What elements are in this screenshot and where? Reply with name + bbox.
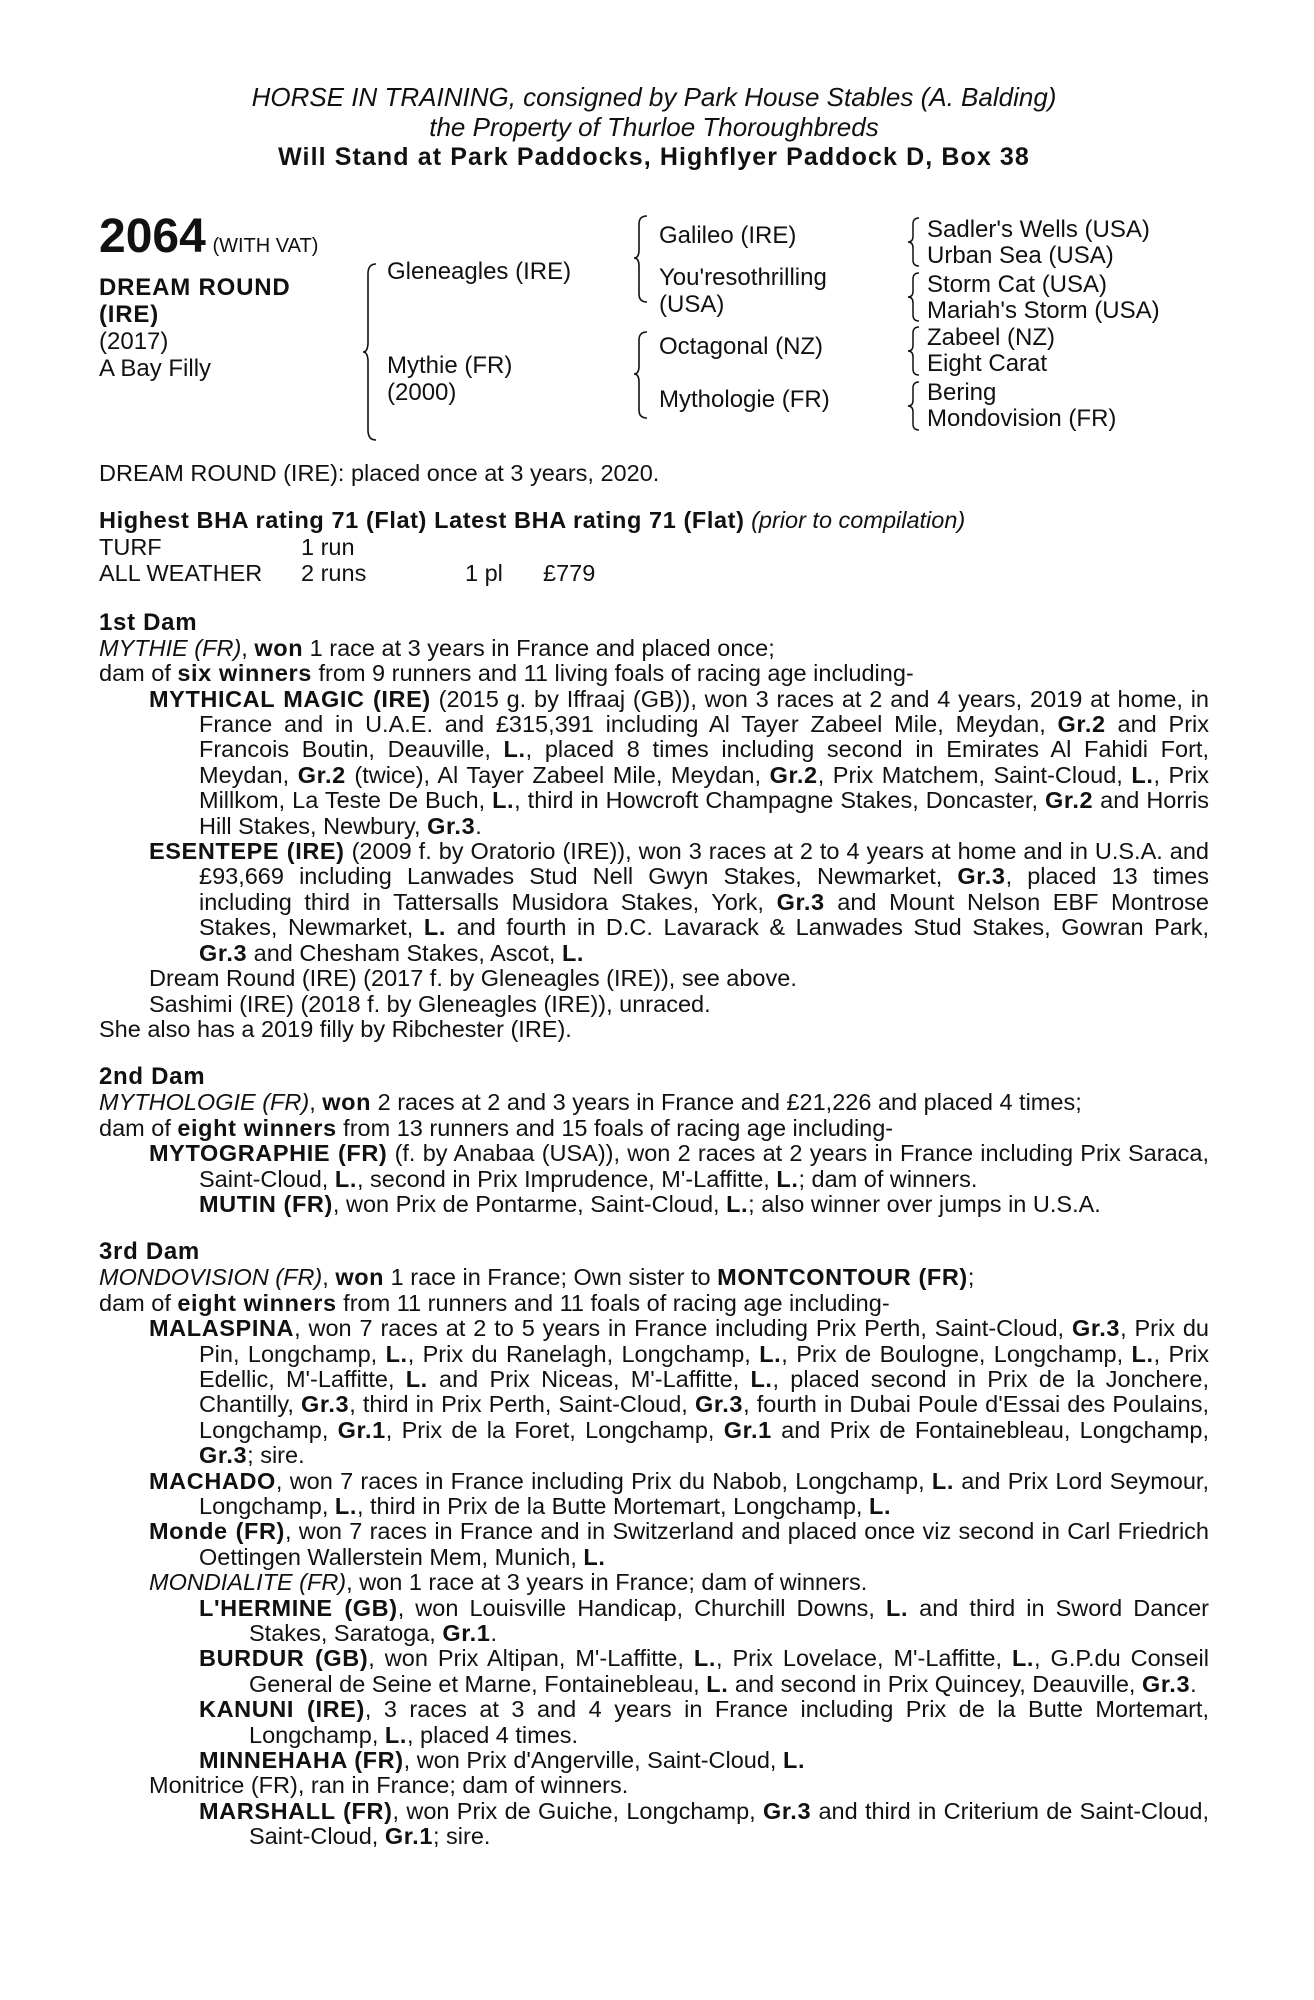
sire-dam-sire: Storm Cat (USA) bbox=[927, 271, 1108, 298]
third-dam-produce-summary: dam of eight winners from 11 runners and 11 foals of racing age including- bbox=[99, 1289, 890, 1316]
sire-sire-dam: Urban Sea (USA) bbox=[927, 242, 1114, 269]
produce-entry: BURDUR (GB), won Prix Altipan, M'-Laffitte, L., Prix Lovelace, M'-Laffitte, L., G.P.du Conseil General de Seine et Marne, Fontainebleau, L. and second in Prix Quincey, Deauville, Gr.3. bbox=[199, 1645, 1209, 1697]
produce-entry: MUTIN (FR), won Prix de Pontarme, Saint-Cloud, L.; also winner over jumps in U.S.A. bbox=[199, 1190, 1101, 1217]
produce-entry: L'HERMINE (GB), won Louisville Handicap, Churchill Downs, L. and third in Sword Dancer Stakes, Saratoga, Gr.1. bbox=[199, 1594, 1210, 1647]
third-dam-heading: 3rd Dam bbox=[99, 1238, 200, 1266]
first-dam-produce-summary: dam of six winners from 9 runners and 11 living foals of racing age including- bbox=[99, 660, 914, 687]
produce-entry: MACHADO, won 7 races in France including Prix du Nabob, Longchamp, L. and Prix Lord Seymour, Longchamp, L., third in Prix de la Butte Mortemart, Longchamp, L. bbox=[149, 1467, 1209, 1519]
stabling-line: Will Stand at Park Paddocks, Highflyer Paddock D, Box 38 bbox=[278, 143, 1030, 171]
lot-number-line bbox=[99, 212, 318, 262]
horse-suffix: (IRE) bbox=[99, 301, 159, 328]
sire-dam: You'resothrilling bbox=[659, 264, 827, 291]
runs-row bbox=[99, 560, 1209, 586]
dam-sire-sire: Zabeel (NZ) bbox=[927, 324, 1056, 351]
second-dam-produce-summary: dam of eight winners from 13 runners and 15 foals of racing age including- bbox=[99, 1114, 894, 1141]
g4-brace-icon bbox=[907, 380, 921, 432]
produce-entry: Monitrice (FR), ran in France; dam of winners. bbox=[149, 1772, 629, 1799]
produce-entry: MALASPINA, won 7 races at 2 to 5 years in France including Prix Perth, Saint-Cloud, Gr.3, Prix du Pin, Longchamp, L., Prix du Ranelagh, Longchamp, L., Prix de Boulogne, Longchamp, L., Prix Edellic, M'-Laffitte, L. and Prix Niceas, M'-Laffitte, L., placed second in Prix de la Jonchere, Chantilly, Gr.3, third in Prix Perth, Saint-Cloud, Gr.3, fourth in Dubai Poule d'Essai des Poulains, Longchamp, Gr.1, Prix de la Foret, Longchamp, Gr.1 and Prix de Fontainebleau, Longchamp, Gr.3; sire. bbox=[149, 1315, 1209, 1469]
g1-brace-icon bbox=[907, 216, 921, 268]
horse-year: (2017) bbox=[99, 328, 169, 355]
produce-entry: MONDIALITE (FR), won 1 race at 3 years in France; dam of winners. bbox=[149, 1569, 868, 1596]
sire-dam-suffix: (USA) bbox=[659, 291, 725, 318]
rating-note: (prior to compilation) bbox=[751, 507, 966, 534]
prize-money: £779 bbox=[543, 559, 596, 586]
placed-count: 1 pl bbox=[465, 559, 503, 586]
sire-sire-sire: Sadler's Wells (USA) bbox=[927, 216, 1150, 243]
second-dam-intro: MYTHOLOGIE (FR), won 2 races at 2 and 3 years in France and £21,226 and placed 4 times; bbox=[99, 1089, 1082, 1116]
vat-label: (WITH VAT) bbox=[212, 235, 319, 257]
g2-brace-icon bbox=[907, 271, 921, 323]
first-dam-heading: 1st Dam bbox=[99, 608, 198, 636]
produce-entry: ESENTEPE (IRE) (2009 f. by Oratorio (IRE)), won 3 races at 2 to 4 years at home and in U.S.A. and £93,669 including Lanwades Stud Nell Gwyn Stakes, Newmarket, Gr.3, placed 13 times including third in Tattersalls Musidora Stakes, York, Gr.3 and Mount Nelson EBF Montrose Stakes, Newmarket, L. and fourth in D.C. Lavarack & Lanwades Stud Stakes, Gowran Park, Gr.3 and Chesham Stakes, Ascot, L. bbox=[149, 838, 1209, 966]
dam-sire-dam: Eight Carat bbox=[927, 350, 1048, 377]
produce-entry: MYTHICAL MAGIC (IRE) (2015 g. by Iffraaj (GB)), won 3 races at 2 and 4 years, 2019 at home, in France and in U.A.E. and £315,391 including Al Tayer Zabeel Mile, Meydan, Gr.2 and Prix Francois Boutin, Deauville, L., placed 8 times including second in Emirates Al Fahidi Fort, Meydan, Gr.2 (twice), Al Tayer Zabeel Mile, Meydan, Gr.2, Prix Matchem, Saint-Cloud, L., Prix Millkom, La Teste De Buch, L., third in Howcroft Champagne Stakes, Doncaster, Gr.2 and Horris Hill Stakes, Newbury, Gr.3. bbox=[149, 685, 1210, 839]
placed-count bbox=[465, 534, 543, 560]
lot-number: 2064 bbox=[99, 210, 206, 263]
horse-sex: A Bay Filly bbox=[99, 355, 212, 382]
dam-year: (2000) bbox=[387, 379, 457, 406]
third-dam-intro: MONDOVISION (FR), won 1 race in France; Own sister to MONTCONTOUR (FR); bbox=[99, 1264, 975, 1291]
produce-entry: MARSHALL (FR), won Prix de Guiche, Longchamp, Gr.3 and third in Criterium de Saint-Cloud, Saint-Cloud, Gr.1; sire. bbox=[199, 1797, 1209, 1850]
g3-brace-icon bbox=[907, 325, 921, 377]
race-summary: DREAM ROUND (IRE): placed once at 3 years, 2020. bbox=[99, 460, 660, 486]
rating-line bbox=[99, 508, 1209, 533]
produce-entry: KANUNI (IRE), 3 races at 3 and 4 years in France including Prix de la Butte Mortemart, Longchamp, L., placed 4 times. bbox=[199, 1696, 1209, 1748]
surface: TURF bbox=[99, 533, 162, 560]
runs-row bbox=[99, 534, 1209, 560]
dam: Mythie (FR) bbox=[387, 352, 513, 379]
surface: ALL WEATHER bbox=[99, 559, 263, 586]
sire-sire: Galileo (IRE) bbox=[659, 222, 797, 249]
dam-dam: Mythologie (FR) bbox=[659, 386, 830, 413]
pedigree-block bbox=[99, 212, 1209, 457]
horse-name: DREAM ROUND bbox=[99, 274, 291, 301]
dam-parents-brace-icon bbox=[633, 330, 649, 420]
produce-entry: Monde (FR), won 7 races in France and in Switzerland and placed once viz second in Carl Friedrich Oettingen Wallerstein Mem, Munich, L. bbox=[149, 1518, 1209, 1570]
first-dam-intro: MYTHIE (FR), won 1 race at 3 years in France and placed once; bbox=[99, 634, 775, 661]
consignor-line: HORSE IN TRAINING, consigned by Park House Stables (A. Balding) bbox=[251, 82, 1057, 112]
second-dam-heading: 2nd Dam bbox=[99, 1063, 206, 1091]
rating-text: Highest BHA rating 71 (Flat) Latest BHA rating 71 (Flat) bbox=[99, 507, 745, 534]
dam-dam-sire: Bering bbox=[927, 379, 997, 406]
dam-dam-dam: Mondovision (FR) bbox=[927, 405, 1117, 432]
dam-sire: Octagonal (NZ) bbox=[659, 333, 824, 360]
owner-line: the Property of Thurloe Thoroughbreds bbox=[429, 112, 879, 142]
catalogue-page bbox=[99, 82, 1209, 1850]
produce-entry: MINNEHAHA (FR), won Prix d'Angerville, Saint-Cloud, L. bbox=[199, 1747, 806, 1774]
sire-parents-brace-icon bbox=[633, 214, 649, 304]
produce-entry: MYTOGRAPHIE (FR) (f. by Anabaa (USA)), won 2 races at 2 years in France including Prix Saraca, Saint-Cloud, L., second in Prix Imprudence, M'-Laffitte, L.; dam of winners. bbox=[149, 1140, 1209, 1192]
run-count: 2 runs bbox=[301, 559, 367, 586]
run-count: 1 run bbox=[301, 533, 355, 560]
sire: Gleneagles (IRE) bbox=[387, 258, 572, 285]
sire-dam-dam: Mariah's Storm (USA) bbox=[927, 297, 1160, 324]
sire-dam-brace-icon bbox=[362, 262, 378, 442]
produce-entry: Sashimi (IRE) (2018 f. by Gleneagles (IRE)), unraced. bbox=[149, 990, 711, 1017]
produce-entry: Dream Round (IRE) (2017 f. by Gleneagles (IRE)), see above. bbox=[149, 965, 797, 992]
produce-note: She also has a 2019 filly by Ribchester (IRE). bbox=[99, 1015, 572, 1042]
